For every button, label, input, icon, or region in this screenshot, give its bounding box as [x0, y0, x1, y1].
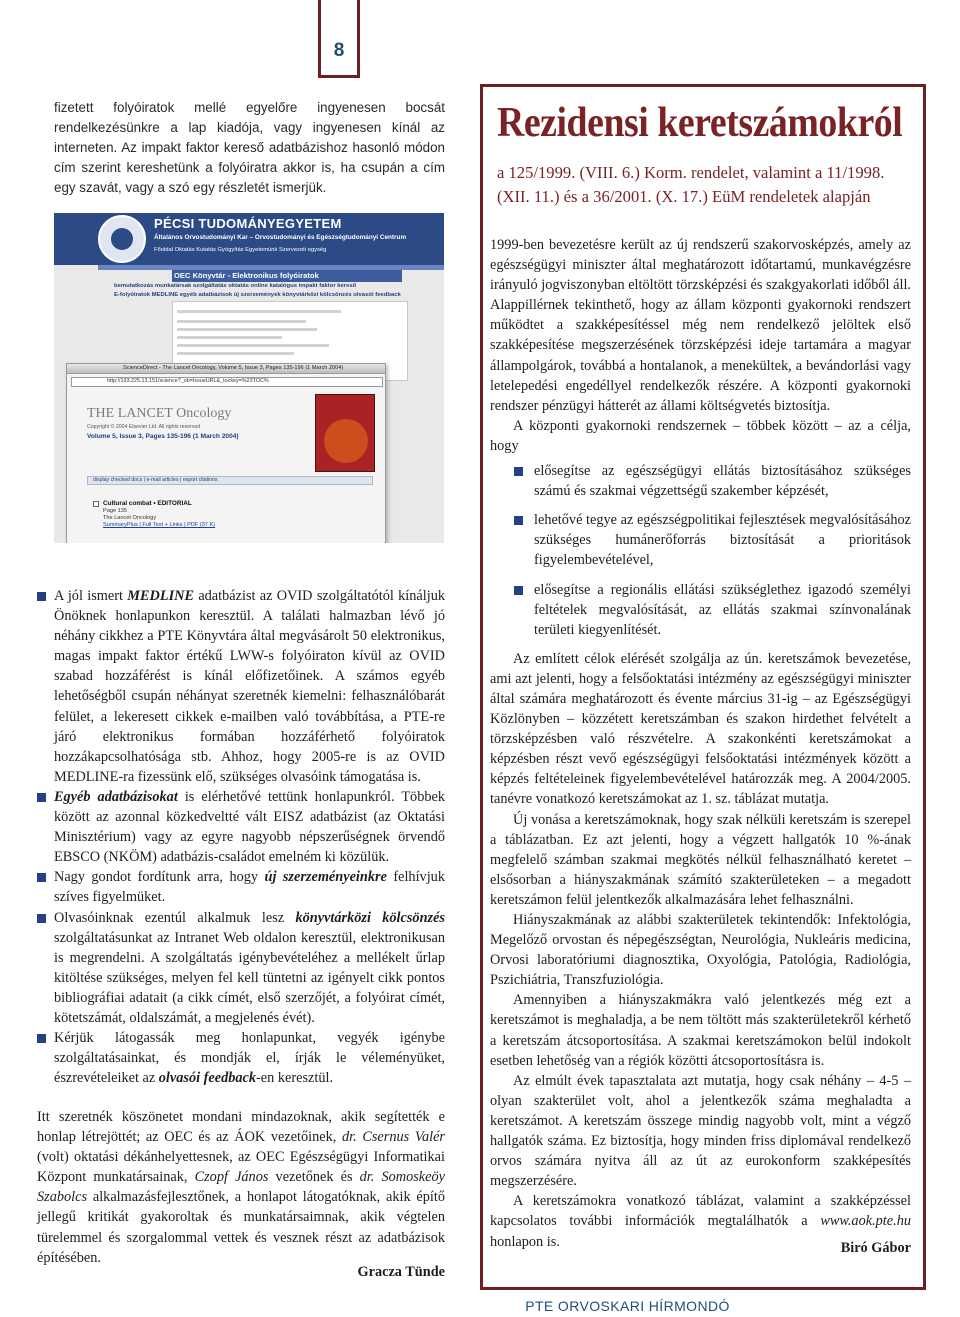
item-emphasis: könyvtárközi kölcsönzés — [295, 909, 445, 926]
library-website-screenshot — [54, 213, 444, 543]
article-subtitle: a 125/1999. (VIII. 6.) Korm. rendelet, valamint a 11/1998. (XII. 11.) és a 36/2001. (X. 17.) EüM rendeletek alapján — [497, 163, 885, 206]
publication-footer: PTE ORVOSKARI HÍRMONDÓ — [525, 1298, 730, 1314]
text-run: alkalmazásfejlesztőnek, a honlapot látogatóknak, akik építő jellegű kritikát gyakoroltak és munkatársaimnak, akik végtelen türelemmel és szorgalommal vettek és vesznek részt az adatbázisok építésében. — [37, 1189, 445, 1266]
body-paragraph: Az elmúlt évek tapasztalata azt mutatja, hogy csak néhány – 4-5 – olyan szakterület volt, ahol a jelentkezők száma meghaladta a keretszámot. A keretszám összege mindig nagyobb volt, mint a végző hallgatók száma. Ez biztosítja, hogy minden friss diplomával rendelkező orvos számára nyitva áll az út az eurokonform szakképesítés megszerzésére. — [490, 1072, 911, 1190]
item-text: is elérhetővé tettünk honlapunkról. Többek között az azonnal közkedveltté vált EISZ adatbázist (az Oktatási Minisztérium) vagy az egyre nagyobb népszerűségnek örvendő EBSCO (NKÖM) adatbázis-családot emelném ki közülük. — [54, 788, 445, 866]
item-text: adatbázist az OVID szolgáltatótól kínáljuk Önöknek honlapunkon keresztül. A találati halmazban lévő jó néhány cikkhez a PTE Könyvtára által megvásárolt 50 elektronikus, magas impakt faktor értékű LWW-s folyóiraton kívül az OVID szabad hozzáférést is kínál előfizetőinek. A számos egyéb lehetőségből csupán néhányat szeretnék kiemelni: felhasználóbarát felület, a lekeresett cikkek e-mailben való továbbítása, a PTE-re járó elektronikus formában hozzáférhető folyóiratok hozzákapcsolhatósága stb. Ahhoz, hogy 2005-re is az OVID MEDLINE-ra fizessünk elő, szükséges olvasóink támogatása is. — [54, 588, 445, 785]
square-bullet-icon — [37, 873, 46, 882]
author-signature-right: Biró Gábor — [840, 1240, 911, 1256]
item-text: elősegítse a regionális ellátási szükséglethez igazodó személyi feltételek megvalósítását, az ellátás szakmai színvonalának területi kiegyenlítését. — [534, 581, 911, 638]
body-paragraph: 1999-ben bevezetésre került az új rendszerű szakorvosképzés, amely az egészségügyi miniszter által meghatározott időtartamú, munkavégzésre irányuló jogviszonyban eltöltött törzsképzési és szakgyakorlati időből áll. Alappillérnek tekinthető, hogy az állam központi gyakornoki rendszert működtet a szakképesítéssel még nem rendelkező jelöltek első szakképesítése megszerzésének törzsképzési ideje tartamára a magyar állampolgárok, továbbá a hontalanok, a menekültek, a bevándorlási vagy letelepedési engedéllyel rendelkezők részére. A központi gyakornoki rendszer pénzügyi hátterét az állami költségvetés biztosítja. — [490, 237, 911, 414]
square-bullet-icon — [514, 586, 523, 595]
item-emphasis: olvasói feedback — [158, 1070, 257, 1087]
website-link[interactable]: www.aok.pte.hu — [820, 1213, 911, 1230]
text-run: vezetőnek és — [268, 1169, 360, 1186]
person-name: Czopf János — [194, 1169, 269, 1186]
library-menu-row-1[interactable]: bemutatkozás munkatársak szolgáltatás oktatás online katalógus impakt faktor kereső — [114, 283, 357, 289]
square-bullet-icon — [37, 1034, 46, 1043]
text-run: Itt szeretnék köszönetet mondani mindazoknak, akik segítették e honlap létrejöttét; az OEC és az ÁOK vezetőinek, — [37, 1109, 445, 1146]
goals-list — [490, 461, 911, 640]
list-item — [37, 787, 445, 867]
article-title: Rezidensi keretszámokról — [497, 100, 903, 146]
record-line — [177, 328, 317, 331]
copyright-line: Copyright © 2004 Elsevier Ltd. All rights reserved — [87, 424, 201, 430]
university-seal-icon — [98, 215, 146, 263]
journal-cover-image — [315, 394, 375, 472]
record-line — [177, 310, 341, 313]
list-item — [490, 580, 911, 640]
person-name: dr. Csernus Valér — [342, 1129, 445, 1146]
article-source: The Lancet Oncology — [103, 515, 157, 521]
browser-window — [66, 363, 386, 543]
item-text: Nagy gondot fordítunk arra, hogy — [54, 869, 265, 886]
article-links[interactable]: SummaryPlus | Full Text + Links | PDF (37 K) — [103, 522, 216, 528]
article-body — [490, 235, 911, 1252]
page-number-tab — [318, 0, 360, 78]
list-item — [37, 867, 445, 907]
article-checkbox[interactable] — [93, 501, 99, 507]
list-item — [37, 908, 445, 1029]
university-name: PÉCSI TUDOMÁNYEGYETEM — [154, 216, 342, 231]
address-url: http://193.225.13.151/science?_ob=IssueURL&_tockey=%23TOC% — [107, 378, 269, 384]
item-emphasis: új szerzeményeinkre — [264, 869, 387, 886]
record-line — [177, 320, 306, 323]
square-bullet-icon — [37, 914, 46, 923]
body-paragraph: Új vonása a keretszámoknak, hogy szak nélküli keretszám is szerepel a táblázatban. Ez azt jelenti, hogy a végzett hallgatók 10 %-ának megfelelő számban szakmai megkötés nélkül felhasználható keretet – elsősorban a hiányszakmának számító szakterületeken – a megadott keretszámon felül jelentkezők alkalmazására lehet felhasználni. — [490, 811, 911, 908]
item-text: felhívjuk szíves figyelmüket. — [54, 869, 445, 906]
item-text: lehetővé tegye az egészségpolitikai fejlesztések megvalósításához szükséges humánerőforrás biztosítását a prioritások figyelembevételével, — [534, 512, 911, 569]
square-bullet-icon — [37, 592, 46, 601]
body-paragraph: Hiányszakmának az alábbi szakterületek tekintendők: Infektológia, Megelőző orvostan és népegészségtan, Neurológia, Nukleáris medicina, Orvosi laboratóriumi diagnosztika, Oxyológia, Patológia, Radiológia, Pszichiátria, Transzfuziológia. — [490, 912, 911, 989]
library-services-list — [37, 586, 445, 1088]
results-toolbar-buttons[interactable]: display checked docs | e-mail articles | export citations — [93, 477, 218, 483]
body-paragraph: Az említett célok elérését szolgálja az ún. keretszámok bevezetése, ami azt jelenti, hogy a felsőoktatási intézmény az egészségügyi miniszter által számára meghatározott és évente március 31-ig – az Egészségügyi Közlönyben – közzétett keretszámban és szakon hirdethet felvételt a törzsképzésben való részvételre. A szakonkénti keretszámokat a képzésben részt vevő egészségügyi felsőoktatási intézmények között a képzés feltételeinek figyelembevételével határozzák meg. A 2004/2005. tanévre vonatkozó keretszámokat az 1. sz. táblázat mutatja. — [490, 650, 911, 808]
list-item — [490, 510, 911, 570]
library-title: OEC Könyvtár - Elektronikus folyóiratok — [174, 271, 319, 280]
text-run: A keretszámokra vonatkozó táblázat, valamint a szakképzéssel kapcsolatos további információk megtalálhatók a — [490, 1193, 911, 1230]
list-item — [37, 586, 445, 787]
square-bullet-icon — [37, 793, 46, 802]
site-navigation[interactable]: Főoldal Oktatás Kutatás Gyógyítás Egyetemünk Szervezeti egység — [154, 247, 327, 253]
record-line — [177, 336, 282, 339]
square-bullet-icon — [514, 467, 523, 476]
author-signature-left: Gracza Tünde — [357, 1264, 445, 1280]
journal-logo: THE LANCET Oncology — [87, 406, 232, 421]
article-page: Page 135 — [103, 508, 127, 514]
library-menu-row-2[interactable]: E-folyóiratok MEDLINE egyéb adatbázisok új szerzemények könyvtárközi kölcsönzés olvasói feedback — [114, 292, 401, 298]
item-text: Olvasóinknak ezentúl alkalmuk lesz — [54, 909, 296, 926]
browser-title: ScienceDirect - The Lancet Oncology, Volume 5, Issue 3, Pages 135-196 (1 March 2004) — [123, 365, 344, 371]
square-bullet-icon — [514, 516, 523, 525]
faculty-name: Általános Orvostudományi Kar – Orvostudományi és Egészségtudományi Centrum — [154, 234, 407, 241]
record-line — [177, 344, 329, 347]
item-emphasis: Egyéb adatbázisokat — [54, 788, 178, 805]
article-title[interactable]: Cultural combat • EDITORIAL — [103, 500, 192, 507]
left-intro-paragraph: fizetett folyóiratok mellé egyelőre ingyenesen bocsát rendelkezésünkre a lap kiadója, vagy ingyenesen kínál az interneten. Az impakt faktor kereső adatbázishoz hasonló módon cím szerint kereshetünk a folyóiratra akkor is, ha csupán a cím egy szavát, vagy a szó egy részletét ismerjük. — [54, 100, 445, 196]
item-text: Kérjük látogassák meg honlapunkat, vegyék igénybe szolgáltatásainkat, és mondják el, írják le véleményüket, észrevételeiket az — [54, 1030, 445, 1087]
item-emphasis: MEDLINE — [127, 588, 195, 604]
item-text: A jól ismert — [54, 588, 128, 604]
page-number: 8 — [333, 40, 345, 61]
body-paragraph: Amennyiben a hiányszakmákra való jelentkezés még ezt a keretszámot is meghaladja, a be nem töltött más szakterületekről kérhető a keretszám átcsoportosítása. A szakmai keretszámokon belül indokolt esetben lehetőség van a régiók közötti átcsoportosításra is. — [490, 992, 911, 1069]
list-item — [37, 1028, 445, 1088]
list-item — [490, 461, 911, 501]
text-run: (volt) oktatási dékánhelyettesnek, az OEC Egészségügyi Informatikai Központ munkatársainak, — [37, 1149, 445, 1186]
volume-heading: Volume 5, Issue 3, Pages 135-196 (1 March 2004) — [87, 433, 239, 440]
body-paragraph: A központi gyakornoki rendszernek – többek között – az a célja, hogy — [490, 417, 911, 454]
text-run: honlapon is. — [490, 1233, 560, 1250]
item-text: elősegítse az egészségügyi ellátás biztosításához szükséges számú és szakmai végzettségű szakember képzését, — [534, 463, 911, 500]
acknowledgements-paragraph — [37, 1107, 445, 1268]
person-name: dr. Somoskeöy Szabolcs — [37, 1169, 445, 1206]
item-text: szolgáltatásunkat az Intranet Web oldalon keresztül, elektronikusan is megrendelni. A szolgáltatás igénybevételéhez a mellékelt űrlap kitöltése szükséges, melyen fel kell tüntetni az igényelt cikk pontos bibliográfiai adatait (a cikk címét, első szerzőjét, a folyóirat címét, kötetszámát, oldalszámát, a megjelenés évét). — [54, 929, 445, 1026]
item-text: -en keresztül. — [256, 1070, 334, 1087]
record-line — [177, 352, 294, 355]
